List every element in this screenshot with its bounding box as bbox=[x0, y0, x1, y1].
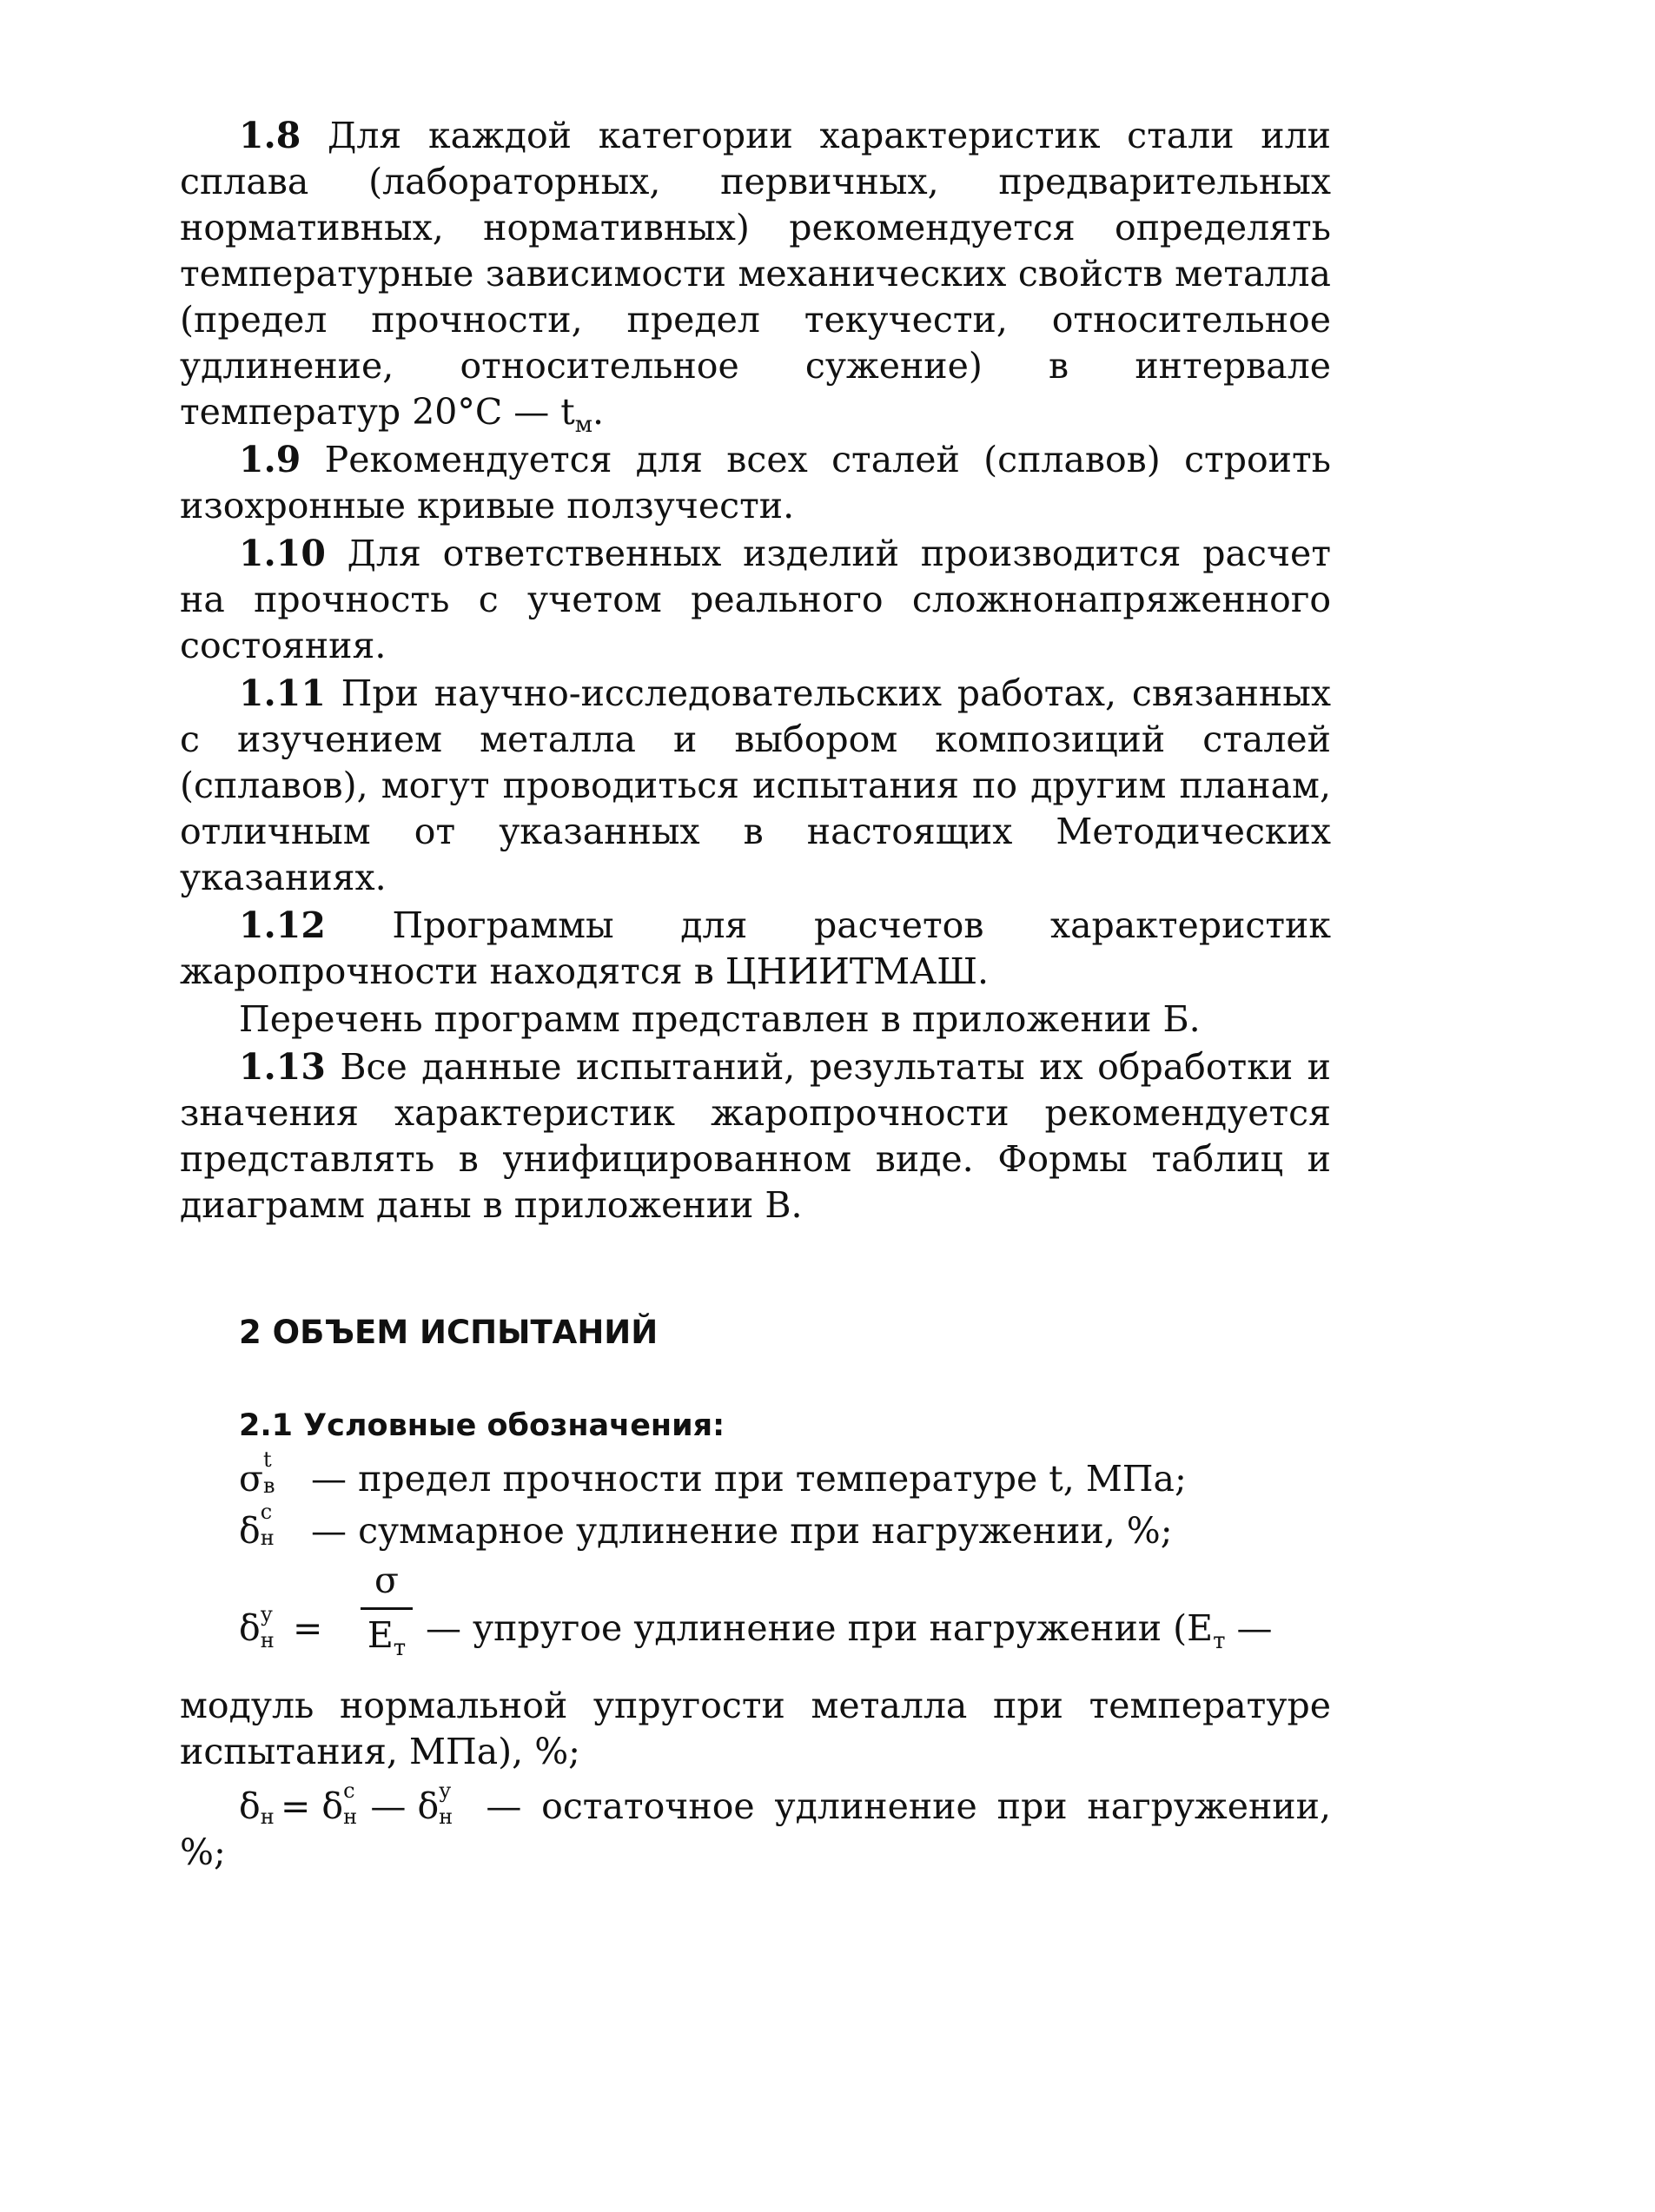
symbol-base: δ bbox=[239, 1785, 261, 1827]
equals-sign: = bbox=[281, 1785, 311, 1827]
symbol-base: δ bbox=[239, 1607, 261, 1649]
symbol-base: δ bbox=[239, 1510, 261, 1552]
section-heading: 2 ОБЪЕМ ИСПЫТАНИЙ bbox=[239, 1314, 659, 1351]
paragraph-text: Для ответственных изделий производится расчет на прочность с учетом реального сложнонапряженного состояния. bbox=[180, 533, 1331, 666]
paragraph-number: 1.13 bbox=[239, 1046, 326, 1088]
subscript: н bbox=[260, 1628, 275, 1652]
paragraph-1-12 bbox=[180, 903, 1331, 995]
notation-continuation: модуль нормальной упругости металла при температуре испытания, МПа), %; bbox=[180, 1685, 1331, 1772]
superscript: t bbox=[263, 1447, 272, 1472]
paragraph-1-10 bbox=[180, 531, 1331, 669]
paragraph-1-9 bbox=[180, 437, 1331, 529]
symbol-sigma bbox=[239, 1447, 300, 1505]
superscript: с bbox=[343, 1778, 355, 1803]
subscript: т bbox=[393, 1635, 407, 1662]
symbol-delta bbox=[239, 1500, 300, 1557]
superscript: с bbox=[260, 1500, 273, 1524]
paragraph-text: При научно-исследовательских работах, связанных с изучением металла и выбором композиций сталей (сплавов), могут проводиться испытания по другим планам, отличным от указанных в настоящих Методических указаниях. bbox=[180, 672, 1331, 898]
subscript: м bbox=[574, 412, 593, 439]
notation-delta-y bbox=[239, 1557, 1331, 1683]
paragraph-number: 1.9 bbox=[239, 439, 301, 480]
paragraph-1-8 bbox=[180, 113, 1331, 439]
symbol-base: δ bbox=[417, 1785, 440, 1827]
subscript: н bbox=[260, 1526, 275, 1550]
document-page bbox=[180, 113, 1331, 1876]
subscript: н bbox=[439, 1805, 453, 1829]
symbol-delta bbox=[321, 1778, 370, 1830]
fraction-bar bbox=[361, 1607, 413, 1610]
fraction-denominator bbox=[361, 1612, 413, 1662]
formula-left bbox=[239, 1602, 323, 1652]
minus-sign: — bbox=[370, 1785, 407, 1827]
paragraph-text: Все данные испытаний, результаты их обработки и значения характеристик жаропрочности рекомендуется представлять в унифицированном виде. Формы таблиц и диаграмм даны в приложении В. bbox=[180, 1046, 1331, 1226]
paragraph-number: 1.11 bbox=[239, 672, 326, 714]
notation-description bbox=[426, 1607, 1273, 1655]
description-part: — bbox=[1225, 1607, 1273, 1649]
paragraph-1-11 bbox=[180, 671, 1331, 901]
symbol-base: δ bbox=[321, 1785, 344, 1827]
notation-description: — предел прочности при температуре t, МПа; bbox=[311, 1458, 1187, 1500]
subscript: н bbox=[260, 1805, 275, 1829]
description-part: — упругое удлинение при нагружении (E bbox=[426, 1607, 1214, 1649]
subsection-heading: 2.1 Условные обозначения: bbox=[239, 1408, 725, 1443]
paragraph-programs-list bbox=[180, 997, 1331, 1043]
notation-description: — суммарное удлинение при нагружении, %; bbox=[311, 1510, 1173, 1552]
paragraph-text: Рекомендуется для всех сталей (сплавов) строить изохронные кривые ползучести. bbox=[180, 439, 1331, 527]
symbol-delta bbox=[417, 1778, 466, 1830]
symbol-base: σ bbox=[239, 1458, 263, 1500]
paragraph-text: Программы для расчетов характеристик жаропрочности находятся в ЦНИИТМАШ. bbox=[180, 904, 1331, 992]
fraction bbox=[361, 1557, 413, 1662]
paragraph-tail: . bbox=[592, 391, 605, 433]
subscript: т bbox=[1213, 1628, 1226, 1655]
superscript: у bbox=[439, 1778, 452, 1803]
formula bbox=[239, 1778, 466, 1830]
paragraph-number: 1.8 bbox=[239, 115, 301, 156]
subscript: н bbox=[343, 1805, 358, 1829]
subscript: в bbox=[263, 1474, 275, 1498]
paragraph-number: 1.10 bbox=[239, 533, 326, 574]
paragraph-number: 1.12 bbox=[239, 904, 326, 946]
paragraph-text: Для каждой категории характеристик стали или сплава (лабораторных, первичных, предварительных нормативных, нормативных) рекомендуется определять температурные зависимости механических свойств металла (предел прочности, предел текучести, относительное удлинение, относительное сужение) в интервале температур 20°С — t bbox=[180, 115, 1331, 433]
notation-delta-c bbox=[239, 1500, 1331, 1557]
notation-description: — остаточное удлинение при нагружении, %; bbox=[180, 1785, 1331, 1873]
symbol-delta bbox=[239, 1602, 293, 1652]
superscript: у bbox=[260, 1602, 273, 1626]
symbol-delta bbox=[239, 1784, 281, 1830]
notation-delta-n bbox=[180, 1778, 1331, 1876]
fraction-numerator: σ bbox=[374, 1560, 399, 1601]
paragraph-text: Перечень программ представлен в приложении Б. bbox=[239, 998, 1201, 1040]
paragraph-1-13 bbox=[180, 1044, 1331, 1229]
notation-sigma bbox=[239, 1447, 1331, 1505]
equals-sign: = bbox=[293, 1607, 323, 1649]
denominator-base: E bbox=[367, 1614, 394, 1656]
